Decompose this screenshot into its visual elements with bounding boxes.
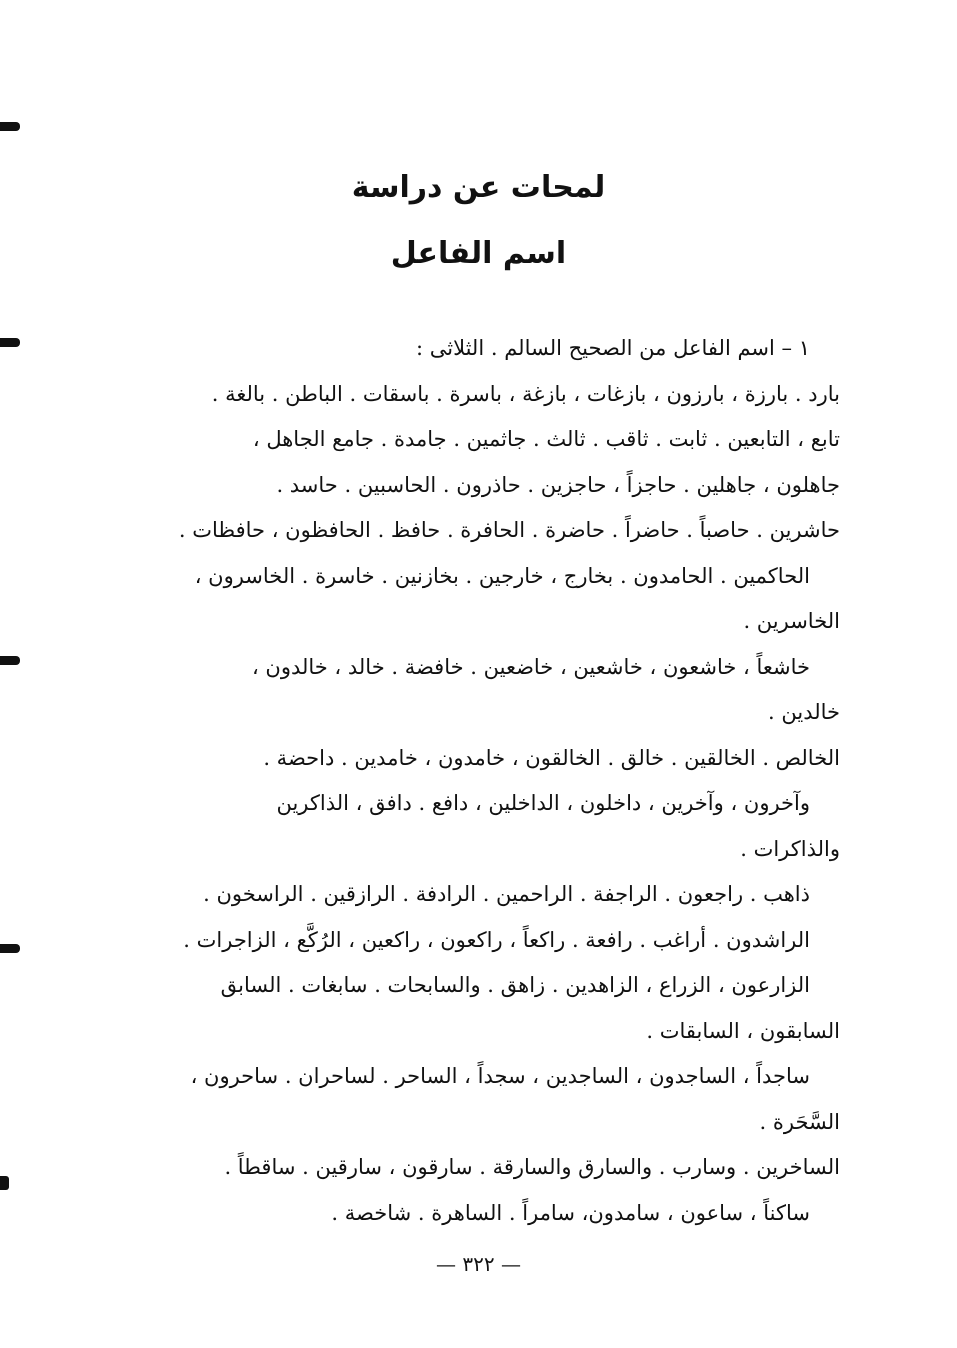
edge-mark <box>0 338 20 347</box>
text-line: الخاسرين . <box>743 609 840 633</box>
text-line: خالدين . <box>768 700 840 724</box>
text-line: بارد . بارزة ، بارزون ، بازغات ، بازغة ، باسرة . باسقات . الباطن . بالغة . <box>211 381 840 406</box>
text-line: ساجداً ، الساجدون ، الساجدين ، سجداً ، الساحر . لساحران . ساحرون ، <box>190 1064 810 1088</box>
text-line: وآخرون ، وآخرين ، داخلون ، الداخلين ، دافع . دافق ، الذاكرين <box>276 791 810 815</box>
text-line: خاشعاً ، خاشعون ، خاشعين ، خاضعين . خافضة . خالد ، خالدون ، <box>251 654 810 679</box>
text-line: الساخرين . وسارب . والسارق والسارقة . سارقون ، سارقين . ساقطاً . <box>224 1155 840 1179</box>
edge-mark <box>0 1176 9 1190</box>
edge-mark <box>0 944 20 953</box>
edge-mark <box>0 122 20 131</box>
text-line: ذاهب . راجعون . الراجفة . الراحمين . الرادفة . الرازقين . الراسخون . <box>203 882 810 906</box>
text-line: الحاكمين . الحامدون . بخارج ، خارجين . بخازنين . خاسرة . الخاسرون ، <box>194 563 810 588</box>
edge-mark <box>0 656 20 665</box>
heading-line-2: اسم الفاعل <box>390 236 567 271</box>
text-line: السابقون ، السابقات . <box>646 1018 840 1043</box>
body-text <box>112 326 840 1236</box>
page-number: — ٣٢٢ — <box>436 1252 521 1276</box>
text-line: جاهلون ، جاهلين . حاجزاً ، حاجزين . حاذرون . الحاسبين . حاسد . <box>276 472 840 497</box>
text-line: ١ – اسم الفاعل من الصحيح السالم . الثلاثى : <box>415 336 810 360</box>
text-line: تابع ، التابعين . ثابت . ثاقب . ثالث . جاثمين . جامدة . جامع الجاهل ، <box>252 427 840 451</box>
text-line: الخالص . الخالقين . خالق . الخالقون ، خامدون ، خامدين . داحضة . <box>263 745 840 770</box>
text-line: ساكناً ، ساعون ، سامدون، سامراً . الساهرة . شاخصة . <box>331 1200 810 1225</box>
text-line: الزارعون ، الزراع ، الزاهدين . زاهق . والسابحات . سابغات . السابق <box>220 973 810 997</box>
text-line: السَّحَرة . <box>759 1109 840 1134</box>
text-line: حاشرين . حاصباً . حاضراً . حاضرة . الحافرة . حافظ . الحافظون ، حافظات . <box>178 518 840 542</box>
text-line: الراشدون . أراغب . رافعة . راكعاً ، راكعون ، راكعين ، الرُكَّع ، الزاجرات . <box>183 927 810 952</box>
heading-line-1: لمحات عن دراسة <box>351 170 606 205</box>
text-line: والذاكرات . <box>740 836 840 861</box>
